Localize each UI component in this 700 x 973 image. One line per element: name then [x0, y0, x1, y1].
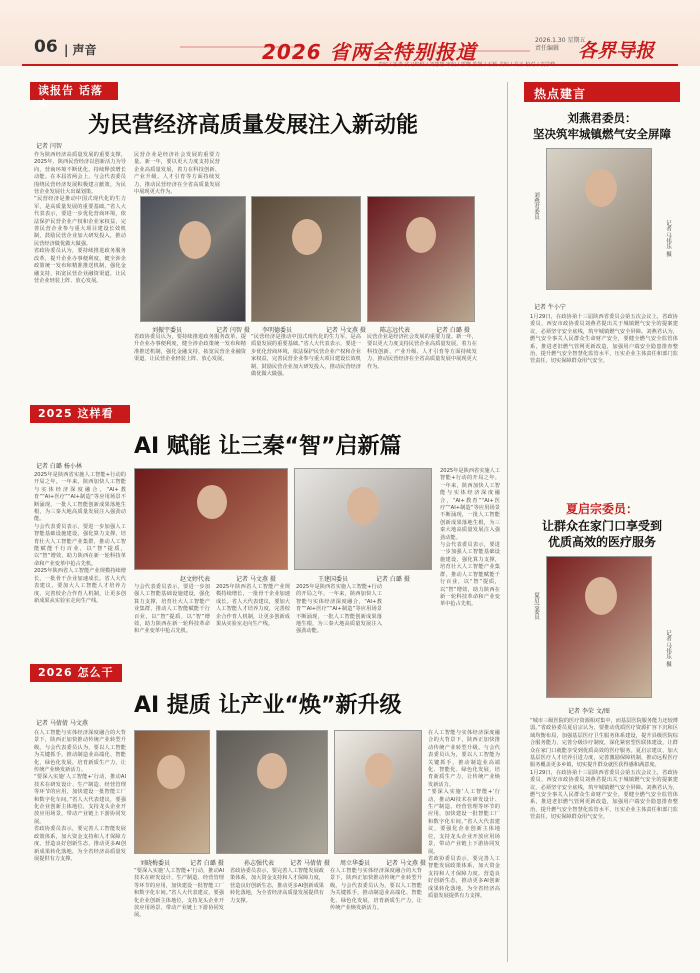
- sidebar-title: 让群众在家门口享受到: [541, 519, 662, 533]
- article-column: 2025年是陕西省实施人工智能+行动的开局之年。一年来，陕西加快人工智能与实体经济深度融合，“AI+教育”“AI+医疗”“AI+制造”等应用场景不断涌现，一批人工智能创新成果落地生根，为三秦大地高质量发展注入强劲动能。 与会代表委员表示，要进一步加强人工智能基础设施建设，强化算力支撑，培育壮大人工智能产业集群，推动人工智能赋能千行百业，以“智”提质，以“智”增效，助力陕西在新一轮科技革命和产业变革中抢占先机。: [440, 468, 500, 608]
- photo-caption: 记者 白璐 摄: [190, 860, 224, 867]
- page-section: | 声音: [64, 43, 97, 57]
- article-column: 2025年是陕西省实施人工智能+行动的开局之年。一年来，陕西加快人工智能与实体经济深度融合，“AI+教育”“AI+医疗”“AI+制造”等应用场景不断涌现，一批人工智能创新成果落地生根，为三秦大地高质量发展注入强劲动能。 与会代表委员表示，要进一步加强人工智能基础设施建设，强化算力支撑，培育壮大人工智能产业集群，推动人工智能赋能千行百业，以“智”提质，以“智”增效，助力陕西在新一轮科技革命和产业变革中抢占先机。 2025年陕西省人工智能产业规模持续增长，一批骨干企业加速成长。省人大代表建议，要加大人工智能人才培养力度，完善校企合作育人机制，让更多创新成果从实验室走向生产线。: [34, 472, 126, 604]
- byline: 记者 白璐 杨小林: [36, 463, 82, 470]
- photo-caption: 王建国委员: [318, 576, 349, 583]
- photo: [294, 468, 432, 570]
- sidebar-title: 刘燕君委员：: [567, 111, 637, 125]
- special-title: 2026 省两会特别报道: [262, 40, 477, 64]
- article-column: “城市三级医院的医疗资源相对集中，而基层医院服务能力还较薄弱。”省政协委员夏启宗认为，要推动优质医疗资源扩容下沉和区域均衡布局，加强基层医疗卫生服务体系建设，提升县级医院综合服务能力，完善分级诊疗制度，深化紧密型医联体建设，让群众在家门口就能享受到优质高效的医疗服务。夏启宗建议，加大基层医疗人才培养引进力度，完善激励保障机制，推动远程医疗服务覆盖更多乡镇，切实提升群众就医获得感和满意度。 1月29日，在政协第十三届陕西省委员会第五次会议上，省政协委员、西安市政协委员刘燕君提出关于城镇燃气安全的提案建议，必须坚守安全底线，筑牢城镇燃气安全屏障。刘燕君认为，燃气安全事关人民群众生命财产安全，要健全燃气安全监管体系，推进老旧燃气管网更新改造，加强用户端安全隐患排查整治，提升燃气安全智慧化监管水平，压实企业主体责任和部门监管责任，切实保障群众用气安全。: [530, 718, 678, 821]
- header-rule: [22, 64, 678, 66]
- byline: 记者 李荣 文/图: [568, 708, 610, 715]
- section-label: 2026 怎么干: [30, 664, 122, 682]
- article-column: 省政协委员认为，要持续推进政务服务改革，提升企业办事便利度，健全涉企政策统一发布和精准推送机制，强化金融支持，拓宽民营企业融资渠道，让民营企业轻装上阵、放心发展。: [134, 334, 246, 363]
- article-column: 作为陕西经济高质量发展的重要支撑，2025年，陕西民营经济以创新活力为导向，营商环境不断优化，持续释放增长动能。在本届省两会上，与会代表委员围绕民营经济发展积极建言献策，为民营企业发展壮大出谋划策。 “民营经济是推动中国式现代化的生力军，是高质量发展的重要基础。”省人大代表表示，要进一步优化营商环境，依法保护民营企业产权和企业家权益，完善民营企业参与重大项目建设长效机制，鼓励民营企业加大研发投入，推动民营经济做优做大做强。 省政协委员认为，要持续推进政务服务改革，提升企业办事便利度，健全涉企政策统一发布和精准推送机制，强化金融支持，拓宽民营企业融资渠道，让民营企业轻装上阵、放心发展。: [34, 152, 126, 284]
- photo-caption: 记者 闫智 摄: [216, 327, 250, 334]
- photo: [134, 730, 210, 854]
- sidebar-title: 夏启宗委员：: [565, 502, 638, 516]
- section-label: 2025 这样看: [30, 405, 130, 423]
- article-column: 2025年陕西省人工智能产业规模持续增长，一批骨干企业加速成长。省人大代表建议，要加大人工智能人才培养力度，完善校企合作育人机制，让更多创新成果从实验室走向生产线。: [216, 584, 290, 628]
- photo-caption: 周立华委员: [340, 860, 371, 867]
- photo: [367, 196, 475, 322]
- byline: 记者 牛小宁: [534, 304, 566, 311]
- photo-caption: 夏启宗委员: [533, 592, 539, 620]
- photo-caption: 记者 白璐 摄: [376, 576, 410, 583]
- article-column: 2025年是陕西省实施人工智能+行动的开局之年。一年来，陕西加快人工智能与实体经济深度融合，“AI+教育”“AI+医疗”“AI+制造”等应用场景不断涌现，一批人工智能创新成果落地生根，为三秦大地高质量发展注入强劲动能。: [296, 584, 382, 635]
- photo-caption: 记者 马伟乐 摄: [665, 630, 671, 667]
- headline: AI 赋能 让三秦“智”启新篇: [134, 434, 402, 459]
- article-column: 省政协委员表示，要完善人工智能发展政策体系，加大资金支持和人才保障力度，营造良好创新生态，推动更多AI创新成果转化落地，为全省经济高质量发展提供有力支撑。: [230, 868, 324, 904]
- photo-caption: 记者 马文燕 摄: [236, 576, 276, 583]
- photo-caption: 记者 马伟乐 摄: [665, 220, 671, 257]
- page-number: 06: [34, 37, 58, 57]
- photo: [546, 556, 652, 698]
- article-column: 在人工智能与实体经济深度融合的大背景下，陕西正加快推动传统产业转型升级。与会代表委员认为，要以人工智能为关键抓手，推动制造业高端化、智能化、绿色化发展，培育新质生产力，让传统产业焕发新活力。 “要深入实施‘人工智能+’行动，推动AI技术在研发设计、生产制造、经营管理等环节的应用，加快建设一批智能工厂和数字化车间。”省人大代表建议，要强化企业创新主体地位，支持龙头企业开放应用场景，带动产业链上下游协同发展。 省政协委员表示，要完善人工智能发展政策体系，加大资金支持和人才保障力度，营造良好创新生态，推动更多AI创新成果转化落地，为全省经济高质量发展提供有力支撑。: [34, 730, 126, 862]
- byline: 记者 闫智: [36, 143, 62, 150]
- headline: 为民营经济高质量发展注入新动能: [88, 113, 419, 138]
- sidebar-title: 坚决筑牢城镇燃气安全屏障: [533, 127, 671, 141]
- photo-caption: 刘振宇委员: [152, 327, 183, 334]
- photo-caption: 陈志远代表: [380, 327, 411, 334]
- photo: [251, 196, 361, 322]
- sidebar-title: 优质高效的医疗服务: [547, 535, 656, 549]
- photo-caption: 记者 白璐 摄: [436, 327, 470, 334]
- article-column: 1月29日，在政协第十三届陕西省委员会第五次会议上，省政协委员、西安市政协委员刘燕君提出关于城镇燃气安全的提案建议，必须坚守安全底线，筑牢城镇燃气安全屏障。刘燕君认为，燃气安全事关人民群众生命财产安全，要健全燃气安全监管体系，推进老旧燃气管网更新改造，加强用户端安全隐患排查整治，提升燃气安全智慧化监管水平，压实企业主体责任和部门监管责任，切实保障群众用气安全。: [530, 314, 678, 365]
- photo-caption: 赵文婷代表: [180, 576, 211, 583]
- article-column: 在人工智能与实体经济深度融合的大背景下，陕西正加快推动传统产业转型升级。与会代表委员认为，要以人工智能为关键抓手，推动制造业高端化、智能化、绿色化发展，培育新质生产力，让传统产业焕发新活力。: [330, 868, 422, 912]
- article-column: “民营经济是推动中国式现代化的生力军，是高质量发展的重要基础。”省人大代表表示，要进一步优化营商环境，依法保护民营企业产权和企业家权益，完善民营企业参与重大项目建设长效机制，鼓励民营企业加大研发投入，推动民营经济做优做大做强。: [251, 334, 361, 378]
- photo-caption: 记者 马倩倩 摄: [290, 860, 330, 867]
- date-line: 2026.1.30 星期五 责任编辑: [535, 37, 586, 52]
- headline: AI 提质 让产业“焕”新升级: [134, 693, 402, 718]
- photo-caption: 李明德委员: [262, 327, 293, 334]
- photo: [134, 468, 288, 570]
- photo-caption: 记者 马文燕 摄: [386, 860, 426, 867]
- photo-caption: 刘燕君委员: [533, 192, 539, 220]
- article-column: 民营企业是经济社会发展的重要力量。新一年，要以更大力度支持民营企业高质量发展，着力在科技创新、产业升级、人才引育等方面持续发力，推动民营经济在全省高质量发展中展现更大作为。: [134, 152, 220, 196]
- article-column: “要深入实施‘人工智能+’行动，推动AI技术在研发设计、生产制造、经营管理等环节的应用，加快建设一批智能工厂和数字化车间。”省人大代表建议，要强化企业创新主体地位，支持龙头企业开放应用场景，带动产业链上下游协同发展。: [134, 868, 224, 919]
- photo: [546, 148, 652, 290]
- photo: [216, 730, 328, 854]
- photo-caption: 孙志强代表: [244, 860, 275, 867]
- photo-caption: 记者 马文燕 摄: [326, 327, 366, 334]
- brand-logo: 各界导报: [578, 40, 655, 62]
- byline: 记者 马倩倩 马文燕: [36, 720, 88, 727]
- article-column: 在人工智能与实体经济深度融合的大背景下，陕西正加快推动传统产业转型升级。与会代表委员认为，要以人工智能为关键抓手，推动制造业高端化、智能化、绿色化发展，培育新质生产力，让传统产业焕发新活力。 “要深入实施‘人工智能+’行动，推动AI技术在研发设计、生产制造、经营管理等环节的应用，加快建设一批智能工厂和数字化车间。”省人大代表建议，要强化企业创新主体地位，支持龙头企业开放应用场景，带动产业链上下游协同发展。 省政协委员表示，要完善人工智能发展政策体系，加大资金支持和人才保障力度，营造良好创新生态，推动更多AI创新成果转化落地，为全省经济高质量发展提供有力支撑。: [428, 730, 500, 899]
- article-column: 与会代表委员表示，要进一步加强人工智能基础设施建设，强化算力支撑，培育壮大人工智能产业集群，推动人工智能赋能千行百业，以“智”提质，以“智”增效，助力陕西在新一轮科技革命和产业变革中抢占先机。: [134, 584, 210, 635]
- sidebar-label: 热点建言: [524, 82, 680, 102]
- article-column: 民营企业是经济社会发展的重要力量。新一年，要以更大力度支持民营企业高质量发展，着力在科技创新、产业升级、人才引育等方面持续发力，推动民营经济在全省高质量发展中展现更大作为。: [367, 334, 477, 370]
- photo: [334, 730, 422, 854]
- photo: [140, 196, 246, 322]
- section-label: 读报告 话落实: [30, 82, 118, 100]
- photo-caption: 刘晓梅委员: [140, 860, 171, 867]
- column-divider: [507, 82, 508, 962]
